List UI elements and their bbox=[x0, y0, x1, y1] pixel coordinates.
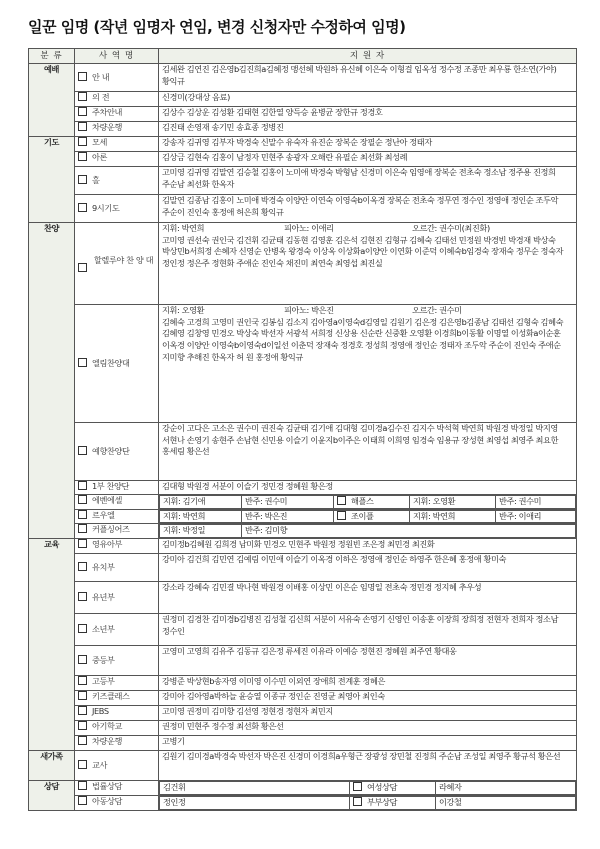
ministry-baby-school: 아기학교 bbox=[75, 721, 159, 736]
names-kindergarten: 강미아 김건희 김민연 김예림 이민애 이슬기 이옥경 이하은 정영애 정인순 하영주 한은혜 홍정애 황미숙 bbox=[159, 554, 577, 582]
table-row bbox=[29, 539, 577, 554]
table-row bbox=[29, 614, 577, 646]
ministry-moses: 모세 bbox=[75, 137, 159, 152]
names-yehyang: 강순이 고다은 고소은 권수미 권진숙 김균태 김기애 김대형 김미경a김수진 김지수 박석혁 박연희 박원경 박정일 박지영 서현나 손영기 송현주 손남현 신민용 이슬기 이윤지b이주은 이태희 이희영 임경숙 임용규 장성현 최영섭 최영주 최요한 홍세림 황은선 bbox=[159, 423, 577, 481]
names-usher: 김세완 김연진 김은영b김진희a김혜정 맹선혜 박원하 유신혜 이은숙 이형걸 임옥성 정수정 조종만 최우룡 한소연(가야) 황익규 bbox=[159, 64, 577, 92]
table-row bbox=[29, 167, 577, 195]
ministry-middle-school: 중등부 bbox=[75, 646, 159, 676]
table-row bbox=[29, 122, 577, 137]
checkbox[interactable] bbox=[78, 358, 87, 367]
checkbox[interactable] bbox=[78, 655, 87, 664]
table-row bbox=[29, 152, 577, 167]
checkbox[interactable] bbox=[78, 624, 87, 633]
names-parking: 김상수 김상운 김성환 김태현 김한열 양득승 윤병균 장한규 정경호 bbox=[159, 107, 577, 122]
table-row bbox=[29, 721, 577, 736]
couple-accompanist: 반주: 김미향 bbox=[242, 525, 576, 538]
conductor-label: 지휘: 오영환 bbox=[162, 305, 205, 315]
checkbox[interactable] bbox=[78, 92, 87, 101]
checkbox[interactable] bbox=[78, 760, 87, 769]
ministry-protocol: 의 전 bbox=[75, 92, 159, 107]
table-row bbox=[29, 706, 577, 721]
table-row bbox=[29, 509, 577, 524]
table-row bbox=[29, 524, 577, 539]
checkbox[interactable] bbox=[78, 175, 87, 184]
names-elim-choir bbox=[159, 305, 577, 423]
header-category: 분 류 bbox=[29, 49, 75, 64]
organist-label: 오르간: 권수미(최진화) bbox=[412, 223, 490, 233]
table-row bbox=[29, 305, 577, 423]
ministry-jebs: JEBS bbox=[75, 706, 159, 721]
checkbox[interactable] bbox=[78, 592, 87, 601]
names-newfamily-teacher: 김원기 김미경a박경숙 박선자 박은진 신경미 이경희a우형근 장광성 장민철 진정희 주순남 조성일 최영주 황규석 황은선 bbox=[159, 751, 577, 781]
table-row bbox=[29, 781, 577, 796]
table-row bbox=[29, 736, 577, 751]
ministry-first-praise: 1부 찬양단 bbox=[75, 481, 159, 495]
names-child-counsel: 정인정 bbox=[160, 797, 350, 810]
ministry-9am-prayer: 9시기도 bbox=[75, 195, 159, 223]
checkbox[interactable] bbox=[78, 796, 87, 805]
ministry-child-counsel: 아동상담 bbox=[75, 796, 159, 811]
checkbox[interactable] bbox=[78, 781, 87, 790]
table-row bbox=[29, 92, 577, 107]
names-moses: 강송자 김귀영 김부자 박경숙 신말수 유숙자 유진순 장복순 장필순 정난아 정태자 bbox=[159, 137, 577, 152]
pianist-label: 피아노: 박은진 bbox=[284, 305, 334, 315]
checkbox[interactable] bbox=[78, 137, 87, 146]
names-middle-school: 고영미 고영희 김유주 김동규 김은정 류세진 이유라 이예승 정현진 정혜원 최주연 황대웅 bbox=[159, 646, 577, 676]
checkbox[interactable] bbox=[337, 511, 346, 520]
table-row bbox=[29, 582, 577, 614]
organist-label: 오르간: 권수미 bbox=[412, 305, 462, 315]
pianist-label: 피아노: 이애리 bbox=[284, 223, 334, 233]
checkbox[interactable] bbox=[78, 539, 87, 548]
table-row bbox=[29, 646, 577, 676]
hosanna-accompanist: 반주: 권수미 bbox=[496, 496, 576, 509]
table-row bbox=[29, 107, 577, 122]
checkbox[interactable] bbox=[337, 496, 346, 505]
ministry-hallelujah-choir: 할렐루야 찬 양 대 bbox=[75, 223, 159, 305]
ministry-high-school: 고등부 bbox=[75, 676, 159, 691]
ministry-kids-class: 키즈클래스 bbox=[75, 691, 159, 706]
names-vehicle-worship: 김진태 손영재 송기민 송효종 정병진 bbox=[159, 122, 577, 137]
header-ministry: 사 역 명 bbox=[75, 49, 159, 64]
ministry-kindergarten: 유치부 bbox=[75, 554, 159, 582]
table-row bbox=[29, 796, 577, 811]
names-primary: 강소라 강혜숙 김민결 박나현 박원경 이배홍 이상민 이은순 임명일 전초숙 정민경 정지혜 추우성 bbox=[159, 582, 577, 614]
table-header-row bbox=[29, 49, 577, 64]
table-row bbox=[29, 223, 577, 305]
checkbox[interactable] bbox=[78, 736, 87, 745]
category-newfamily: 새가족 bbox=[29, 751, 75, 781]
ministry-parking: 주차안내 bbox=[75, 107, 159, 122]
appointment-table bbox=[28, 48, 577, 811]
checkbox[interactable] bbox=[78, 495, 87, 504]
names-women-counsel: 라혜자 bbox=[436, 782, 576, 795]
ruel-conductor: 지휘: 박연희 bbox=[160, 510, 242, 523]
member-list: 김혜숙 고경희 고영미 권인국 김봉심 김소지 김아영a이영숙d김영일 김원기 김은정 김은영b김종남 김태선 김형숙 김혜숙 김혜영 김창영 민경오 박상숙 박선자 서광석 서희정 신상용 신순란 신중환 오영환 이경희b이동활 이명열 이성화a이순훈 이옥경 이양안 이영숙b이영숙d이일선 이춘덕 장재숙 정경호 정성희 정영애 정인순 정태자 조두악 주순이 진인숙 주애순 지미향 추해진 한옥자 허 원 홍정애 황익규 bbox=[162, 316, 564, 362]
couple-conductor: 지휘: 박정일 bbox=[160, 525, 242, 538]
checkbox[interactable] bbox=[78, 481, 87, 490]
ministry-elim-choir: 엘림찬양대 bbox=[75, 305, 159, 423]
ministry-joiful: 조이플 bbox=[334, 510, 410, 523]
ministry-vehicle-worship: 차량운행 bbox=[75, 122, 159, 137]
ministry-usher: 안 내 bbox=[75, 64, 159, 92]
names-jebs: 고미영 권정미 김미향 김선영 정현경 정현자 최민지 bbox=[159, 706, 577, 721]
ruel-accompanist: 반주: 박은진 bbox=[242, 510, 334, 523]
category-counsel: 상담 bbox=[29, 781, 75, 811]
category-praise: 찬양 bbox=[29, 223, 75, 539]
checkbox[interactable] bbox=[78, 446, 87, 455]
checkbox[interactable] bbox=[78, 676, 87, 685]
names-infants: 김미정b김혜원 김희경 남미화 민경오 민현주 박원정 정원빈 조은정 최민경 최진화 bbox=[159, 539, 577, 554]
ministry-couple-singers: 커플싱어즈 bbox=[75, 524, 159, 539]
ministry-ruel: 르우엘 bbox=[75, 509, 159, 524]
checkbox[interactable] bbox=[353, 782, 362, 791]
names-hallelujah-choir bbox=[159, 223, 577, 305]
checkbox[interactable] bbox=[78, 721, 87, 730]
ministry-legal-counsel: 법률상담 bbox=[75, 781, 159, 796]
ministry-hur: 홀 bbox=[75, 167, 159, 195]
ministry-couple-counsel: 부부상담 bbox=[350, 797, 436, 810]
names-9am-prayer: 김말연 김종남 김홍이 노미애 박경숙 이양안 이연숙 이영숙b이옥경 장복순 전초숙 정무연 정수인 정영애 정인순 조두악 주순이 진인숙 홍정애 허은희 황익규 bbox=[159, 195, 577, 223]
checkbox[interactable] bbox=[78, 524, 87, 533]
table-row bbox=[29, 423, 577, 481]
names-protocol: 신경미(강대상 음료) bbox=[159, 92, 577, 107]
ministry-women-counsel: 여성상담 bbox=[350, 782, 436, 795]
table-row bbox=[29, 195, 577, 223]
table-row bbox=[29, 137, 577, 152]
table-row bbox=[29, 554, 577, 582]
ministry-ebenezer: 에벤에셀 bbox=[75, 495, 159, 510]
ministry-primary: 유년부 bbox=[75, 582, 159, 614]
checkbox[interactable] bbox=[78, 562, 87, 571]
checkbox[interactable] bbox=[78, 263, 87, 272]
ministry-newfamily-teacher: 교사 bbox=[75, 751, 159, 781]
names-couple-counsel: 이강철 bbox=[436, 797, 576, 810]
names-aaron: 김상금 김현숙 김홍이 남정자 민현주 송광자 오해란 유필순 최선화 최성례 bbox=[159, 152, 577, 167]
names-vehicle-education: 고병기 bbox=[159, 736, 577, 751]
names-kids-class: 강미아 김아영a박하늘 윤승열 이종규 정인순 진영균 최영아 최인숙 bbox=[159, 691, 577, 706]
checkbox[interactable] bbox=[353, 797, 362, 806]
category-worship: 예배 bbox=[29, 64, 75, 137]
names-juniors: 권정미 김경찬 김미경b김병진 김성철 김신희 서분이 서유숙 손영기 신영인 이송훈 이장희 장희정 전현자 전희자 정소남 정수인 bbox=[159, 614, 577, 646]
checkbox[interactable] bbox=[78, 203, 87, 212]
table-row bbox=[29, 64, 577, 92]
names-first-praise: 김대형 박원경 서분이 이슬기 정민경 정혜원 황은정 bbox=[159, 481, 577, 495]
table-row bbox=[29, 691, 577, 706]
table-row bbox=[29, 495, 577, 510]
conductor-label: 지휘: 박연희 bbox=[162, 223, 205, 233]
names-high-school: 강병준 박상현b송자영 이미영 이수민 이외연 장애희 전계훈 정혜은 bbox=[159, 676, 577, 691]
checkbox[interactable] bbox=[78, 152, 87, 161]
checkbox[interactable] bbox=[78, 706, 87, 715]
page-title: 일꾼 임명 (작년 임명자 연임, 변경 신청자만 수정하여 임명) bbox=[28, 18, 406, 36]
checkbox[interactable] bbox=[78, 691, 87, 700]
checkbox[interactable] bbox=[78, 72, 87, 81]
ministry-hosanna: 해플스 bbox=[334, 496, 410, 509]
category-prayer: 기도 bbox=[29, 137, 75, 223]
ministry-aaron: 아론 bbox=[75, 152, 159, 167]
member-list: 고미영 권선숙 권인국 김건휘 김균태 김동현 김영훈 김은석 김현진 김형규 김혜숙 김태선 민정원 박경빈 박경재 박상숙 박상민b서희정 손혜자 신영순 안병옥 왕경숙 이상옥 이상화a이양안 이연화 이준덕 이혜숙b임경숙 장재숙 정무순 정숙자 정인정 정은주 정현화 주애순 진인숙 채진미 최연숙 최영섭 최진실 bbox=[162, 234, 564, 269]
hosanna-conductor: 지휘: 오영환 bbox=[410, 496, 496, 509]
table-row bbox=[29, 751, 577, 781]
names-legal-counsel: 김건휘 bbox=[160, 782, 350, 795]
names-baby-school: 권정미 민현주 정수정 최선화 황은선 bbox=[159, 721, 577, 736]
checkbox[interactable] bbox=[78, 122, 87, 131]
names-hur: 고미영 김귀영 김말연 김승철 김홍이 노미애 박경숙 박형남 신경미 이은숙 임영애 장복순 전초숙 정소남 정주용 진정희 주순남 최선화 한옥자 bbox=[159, 167, 577, 195]
table-row bbox=[29, 676, 577, 691]
ministry-yehyang: 예향찬양단 bbox=[75, 423, 159, 481]
checkbox[interactable] bbox=[78, 107, 87, 116]
header-volunteers: 지 원 자 bbox=[159, 49, 577, 64]
joiful-conductor: 지휘: 박연희 bbox=[410, 510, 496, 523]
table-row bbox=[29, 481, 577, 495]
ebenezer-conductor: 지휘: 김기애 bbox=[160, 496, 242, 509]
category-education: 교육 bbox=[29, 539, 75, 751]
checkbox[interactable] bbox=[78, 510, 87, 519]
ministry-vehicle-education: 차량운행 bbox=[75, 736, 159, 751]
ebenezer-accompanist: 반주: 권수미 bbox=[242, 496, 334, 509]
ministry-juniors: 소년부 bbox=[75, 614, 159, 646]
joiful-accompanist: 반주: 이애리 bbox=[496, 510, 576, 523]
ministry-infants: 영유아부 bbox=[75, 539, 159, 554]
